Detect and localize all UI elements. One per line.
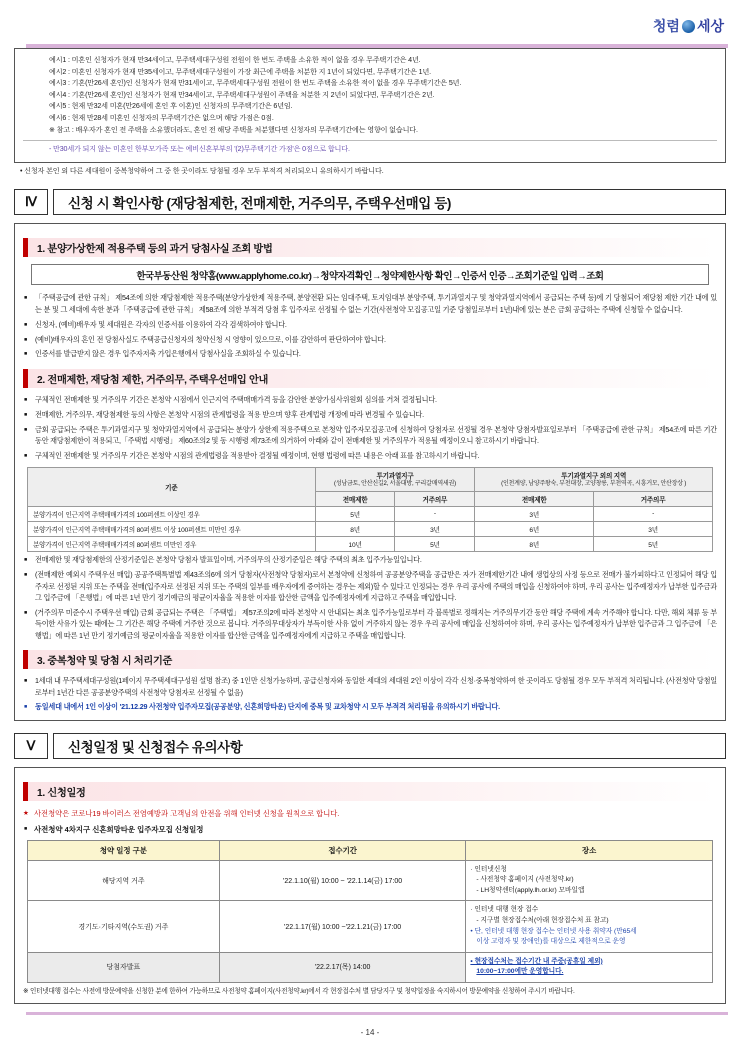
location-line: - LH청약센터(apply.lh.or.kr) 모바일앱 xyxy=(476,886,585,894)
example-line: 예시6 : 현재 만28세 미혼인 신청자의 무주택기간은 없으며 해당 가점은 0점. xyxy=(49,113,274,122)
example-reference-line: ※ 참고 : 배우자가 혼인 전 주택을 소유했더라도, 혼인 전 해당 주택을 처분했다면 신청자의 무주택기간에는 영향이 없습니다. xyxy=(49,125,418,134)
schedule-period: '22.1.17(월) 10:00 ~'22.1.21(금) 17:00 xyxy=(219,901,466,952)
example-line: 예시5 : 현재 만32세 미혼(만26세에 혼인 후 이혼)인 신청자의 무주택기간은 6년임. xyxy=(49,102,293,111)
header-divider xyxy=(26,44,728,48)
location-line-highlight: • 현장접수처는 접수기간 내 주중(공휴일 제외) xyxy=(470,957,603,965)
application-schedule-table xyxy=(27,840,713,983)
one-per-household-note: ■ 1세대 내 무주택세대구성원(1페이지 무주택세대구성원 설명 참조) 중 1인만 신청가능하며, 공급신청자와 동일한 세대의 세대원 2인 이상이 각각 신청·중복청약하여 한 곳이라도 당첨될 경우 모두 부적격 처리됩니다. (사전청약 당첨일로부터 1년간 다른 공공분양주택의 사전청약 당첨자로 선정될 수 없음) xyxy=(23,676,717,699)
col-zone-other xyxy=(475,468,713,491)
schedule-row xyxy=(28,952,713,982)
table-row xyxy=(28,536,713,551)
schedule-period: '22.1.10(월) 10:00 ~ '22.1.14(금) 17:00 xyxy=(219,860,466,901)
schedule-category: 해당지역 거주 xyxy=(28,860,220,901)
bullet-marker: • xyxy=(20,166,25,175)
schedule-period: '22.2.17(목) 14:00 xyxy=(219,952,466,982)
page-number: - 14 - xyxy=(360,1028,380,1037)
schedule-location xyxy=(466,952,713,982)
resale-period-decision-note: ■ 구체적인 전매제한 및 거주의무 기간은 본청약 시점에서 인근지역 주택매매가격 등을 감안한 분양가심사위원회 심의를 거쳐 결정됩니다. xyxy=(23,395,717,406)
subsection-2-title: 2. 전매제한, 재당첨 제한, 거주의무, 주택우선매입 안내 xyxy=(37,374,269,386)
agency-logo xyxy=(653,16,724,36)
row-criteria: 분양가격이 인근지역 주택매매가격의 80퍼센트 미만인 경우 xyxy=(28,536,316,551)
schedule-foot-note: ※ 인터넷대행 접수는 사전에 방문예약을 신청한 분에 한하여 가능하므로 사전청약 홈페이지(사전청약.kr)에서 각 현장접수처 별 담당지구 및 청약일정을 숙지하시어 방문예약을 신청하여 주시기 바랍니다. xyxy=(23,988,575,996)
row-criteria: 분양가격이 인근지역 주택매매가격의 80퍼센트 이상 100퍼센트 미만인 경우 xyxy=(28,521,316,536)
row-value: 8년 xyxy=(315,521,395,536)
example-line: 예시3 : 기혼(만26세 혼인)인 신청자가 현재 만31세이고, 무주택세대구성원 전원이 한 번도 주택을 소유한 적이 없을 경우 무주택기간은 5년. xyxy=(49,79,462,88)
location-line-highlight: 10:00~17:00에만 운영합니다. xyxy=(476,968,564,976)
col-criteria: 기준 xyxy=(28,468,316,506)
subsection-3-title: 3. 중복청약 및 당첨 시 처리기준 xyxy=(37,656,173,668)
schedule-table-caption: ■ 사전청약 4차지구 신혼희망타운 입주자모집 신청일정 xyxy=(23,824,717,835)
zone1-name: 투기과열지구 xyxy=(376,473,414,481)
section-iv-body xyxy=(14,223,726,721)
duplicate-application-warning-wrap xyxy=(20,166,740,178)
resale-restriction-lookup-note: ■ 「주택공급에 관한 규칙」 제54조에 의한 재당첨제한 적용주택(분양가상한제 적용주택, 분양전환 되는 임대주택, 토지임대부 분양주택, 투기과열지구 및 청약과열지역에서 공급되는 주택 등)에 기 당첨되어 재당첨 제한 기간 내에 있는 분 및 그 세대에 속한 분과「주택공급에 관한 규칙」 제58조에 의한 부적격 당첨 후 입주자로 선정될 수 없는 기간(사전청약 모집공고일 기준 당첨일로부터 1년)내에 있는 분은 금회 공급하는 주택에 신청할 수 없습니다. xyxy=(23,293,717,316)
row-value: 3년 xyxy=(594,521,713,536)
section-v-header xyxy=(14,733,726,759)
example-line: 예시2 : 미혼인 신청자가 현재 만35세이고, 무주택세대구성원이 가장 최근에 주택을 처분한 지 1년이 되었다면, 무주택기간은 1년. xyxy=(49,67,431,76)
row-value: 3년 xyxy=(475,506,594,521)
section-v-body xyxy=(14,767,726,1004)
row-value: 5년 xyxy=(594,536,713,551)
schedule-category: 당첨자발표 xyxy=(28,952,220,982)
row-value: 5년 xyxy=(315,506,395,521)
location-line: - 지구별 현장접수처(아래 현장접수처 표 참고) xyxy=(476,917,609,925)
schedule-row xyxy=(28,860,713,901)
schedule-row xyxy=(28,901,713,952)
subcol-resale-2: 전매제한 xyxy=(475,491,594,506)
applyhome-url-flow-text: 한국부동산원 청약홈(www.applyhome.co.kr)→청약자격확인→청약제한사항 확인→인증서 인증→조회기준일 입력→조회 xyxy=(136,269,604,281)
subsection-1-header xyxy=(23,238,717,257)
col-zone-overheated xyxy=(315,468,475,491)
table-row xyxy=(28,506,713,521)
section-iv-numeral: Ⅳ xyxy=(14,189,48,215)
schedule-location xyxy=(466,860,713,901)
schedule-header-row xyxy=(28,840,713,860)
schedule-category: 경기도·기타지역(수도권) 거주 xyxy=(28,901,220,952)
location-line: - 사전청약 홈페이지 (사전청약.kr) xyxy=(476,876,574,884)
logo-text-part1: 청렴 xyxy=(652,18,680,34)
priority-purchase-resale-note: ■ (전매제한 예외시 주택우선 매입) 공공주택특별법 제43조의6에 의거 당첨자(사전청약 당첨자)로서 본청약에 신청하여 공공분양주택을 공급받은 자가 전매제한기간 내에 생업상의 사정 등으로 전매가 불가피하다고 인정되어 해당 입주자로 선정된 지위 또는 주택을 전매(입주자로 선정된 지위 또는 주택의 일부를 배우자에게 증여하는 경우는 제외)할 수 있다고 인정되는 경우 우리 공사에 주택의 매입을 신청하여야 하며, 우리 공사는 입주예정자가 납부한 입주금과 그 입주금에 「은행법」에 따른 1년 만기 정기예금의 평균이자율을 적용한 이자를 합산한 금액을 입주예정자에게 지급하고 주택을 매입합니다. xyxy=(23,570,717,604)
row-value: 6년 xyxy=(475,521,594,536)
schedule-col-period: 접수기간 xyxy=(219,840,466,860)
price-cap-housing-note: ■ 금회 공급되는 주택은 투기과열지구 및 청약과열지역에서 공급되는 분양가 상한제 적용주택으로 본청약 입주자모집공고에 신청하여 당첨자로 선정될 경우 본청약 당첨자발표일로부터 「주택공급에 관한 규칙」 제54조에 따른 기간 동안 재당첨제한이 적용되고,「주택법 시행령」 제60조의2 및 동 시행령 제73조에 의거하여 아래와 같이 전매제한 및 거주의무가 적용될 예정이오니 참고하시기 바랍니다. xyxy=(23,425,717,448)
covid-star-note: ★ 사전청약은 코로나19 바이러스 전염예방과 고객님의 안전을 위해 인터넷 신청을 원칙으로 합니다. xyxy=(23,808,717,819)
zone2-detail: (인천계양, 남양주왕숙, 부천대장, 고양창릉, 부천역곡, 시흥거모, 안산장상 ) xyxy=(501,481,687,488)
subsection-3-header xyxy=(23,650,717,669)
restriction-period-table xyxy=(27,467,713,551)
logo-globe-icon xyxy=(682,20,695,33)
footer-divider xyxy=(26,1012,728,1015)
example-line: 예시1 : 미혼인 신청자가 현재 만34세이고, 무주택세대구성원 전원이 한 번도 주택을 소유한 적이 없을 경우 무주택기간은 4년. xyxy=(49,56,421,64)
subcol-resale-1: 전매제한 xyxy=(315,491,395,506)
law-change-note: ■ 전매제한, 거주의무, 재당첨제한 등의 사항은 본청약 시점의 관계법령을 적용 받으며 향후 관계법령 개정에 따라 변경될 수 있습니다. xyxy=(23,410,717,421)
bank-lookup-note: ■ 인증서를 발급받지 않은 경우 입주자저축 가입은행에서 당첨사실을 조회하실 수 있습니다. xyxy=(23,349,717,360)
page-header xyxy=(0,0,740,48)
purple-note: - 만30세가 되지 않는 미혼인 한부모가족 또는 예비신혼부부의 '(2)무주택기간 가점'은 0점으로 합니다. xyxy=(49,145,350,154)
schedule-col-category: 청약 일정 구분 xyxy=(28,840,220,860)
examples-box xyxy=(14,48,726,163)
cross-application-warning: ■ 동일세대 내에서 1인 이상이 '21.12.29 사전청약 입주자모집(공공분양, 신혼희망타운) 단지에 중복 및 교차청약 시 모두 부적격 처리됨을 유의하시기 바랍니다. xyxy=(23,702,717,713)
subcol-residency-1: 거주의무 xyxy=(395,491,475,506)
row-value: 5년 xyxy=(395,536,475,551)
subsection-2-header xyxy=(23,369,717,388)
schedule-subsection-header xyxy=(23,782,717,801)
location-line-highlight: 이상 고령자 및 장애인)를 대상으로 제한적으로 운영 xyxy=(476,938,626,946)
row-value: 8년 xyxy=(475,536,594,551)
spouse-prior-win-note: ■ (예비)배우자의 혼인 전 당첨사실도 주택공급신청자의 청약신청 시 영향이 있으므로, 이를 감안하여 판단하여야 합니다. xyxy=(23,335,717,346)
priority-purchase-residency-note: ■ (거주의무 미준수시 주택우선 매입) 금회 공급되는 주택은 「주택법」 제57조의2에 따라 본청약 시 안내되는 최초 입주가능일로부터 각 블록별로 정해지는 거주의무기간 동안 해당 주택에 계속 거주해야 합니다. 다만, 해외 체류 등 부득이한 사유가 있는 때에는 그 기간은 해당 주택에 거주한 것으로 봅니다. 거주의무대상자가 부득이한 사유 없이 거주하지 않는 경우 우리 공사에 매입을 신청하여야 하며, 우리 공사는 입주예정자가 납부한 입주금과 그 입주금에 「은행법」에 따른 1년 만기 정기예금의 평균이자율을 적용한 이자를 합산한 금액을 입주예정자에게 지급하고 주택을 매입합니다. xyxy=(23,608,717,642)
section-v-title: 신청일정 및 신청접수 유의사항 xyxy=(53,733,726,759)
row-value: - xyxy=(594,506,713,521)
duplicate-application-warning: 신청자 본인 외 다른 세대원이 중복청약하여 그 중 한 곳이라도 당첨될 경우 모두 부적격 처리되오니 유의하시기 바랍니다. xyxy=(24,166,384,175)
schedule-col-location: 장소 xyxy=(466,840,713,860)
example-line: 예시4 : 기혼(만26세 혼인)인 신청자가 현재 만34세이고, 무주택세대구성원이 주택을 처분한 지 2년이 되었다면, 무주택기간은 2년. xyxy=(49,90,435,99)
zone2-name: 투기과열지구 외의 지역 xyxy=(561,473,627,481)
row-criteria: 분양가격이 인근지역 주택매매가격의 100퍼센트 이상인 경우 xyxy=(28,506,316,521)
location-line-highlight: • 단, 인터넷 대행 현장 접수는 인터넷 사용 취약자 (만65세 xyxy=(470,927,637,935)
section-v-numeral: Ⅴ xyxy=(14,733,48,759)
table-intro-note: ■ 구체적인 전매제한 및 거주의무 기간은 본청약 시점의 관계법령을 적용받아 결정될 예정이며, 현행 법령에 따른 내용은 아래 표를 참고하시기 바랍니다. xyxy=(23,451,717,462)
subsection-1-title: 1. 분양가상한제 적용주택 등의 과거 당첨사실 조회 방법 xyxy=(37,244,273,256)
row-value: 3년 xyxy=(395,521,475,536)
location-line: · 인터넷 대행 현장 접수 xyxy=(470,906,539,914)
calculation-basis-note: ■ 전매제한 및 재당첨제한의 산정기준일은 본청약 당첨자 발표일이며, 거주의무의 산정기준일은 해당 주택의 최초 입주가능일입니다. xyxy=(23,555,717,566)
purple-note-block xyxy=(23,140,717,156)
subcol-residency-2: 거주의무 xyxy=(594,491,713,506)
applyhome-url-flow-box[interactable] xyxy=(31,264,709,285)
schedule-subsection-title: 1. 신청일정 xyxy=(37,787,86,799)
table-header-row xyxy=(28,468,713,491)
row-value: - xyxy=(395,506,475,521)
section-iv-title: 신청 시 확인사항 (재당첨제한, 전매제한, 거주의무, 주택우선매입 등) xyxy=(53,189,726,215)
location-line: · 인터넷신청 xyxy=(470,865,507,873)
section-iv-header xyxy=(14,189,726,215)
row-value: 10년 xyxy=(315,536,395,551)
zone1-detail: (성남금토, 안산신길2, 서울대방, 구리갈매역세권) xyxy=(334,481,456,488)
table-row xyxy=(28,521,713,536)
schedule-location xyxy=(466,901,713,952)
logo-text-part2: 세상 xyxy=(696,18,724,34)
certificate-search-note: ■ 신청자, (예비)배우자 및 세대원은 각자의 인증서를 이용하여 각각 검색하여야 합니다. xyxy=(23,320,717,331)
